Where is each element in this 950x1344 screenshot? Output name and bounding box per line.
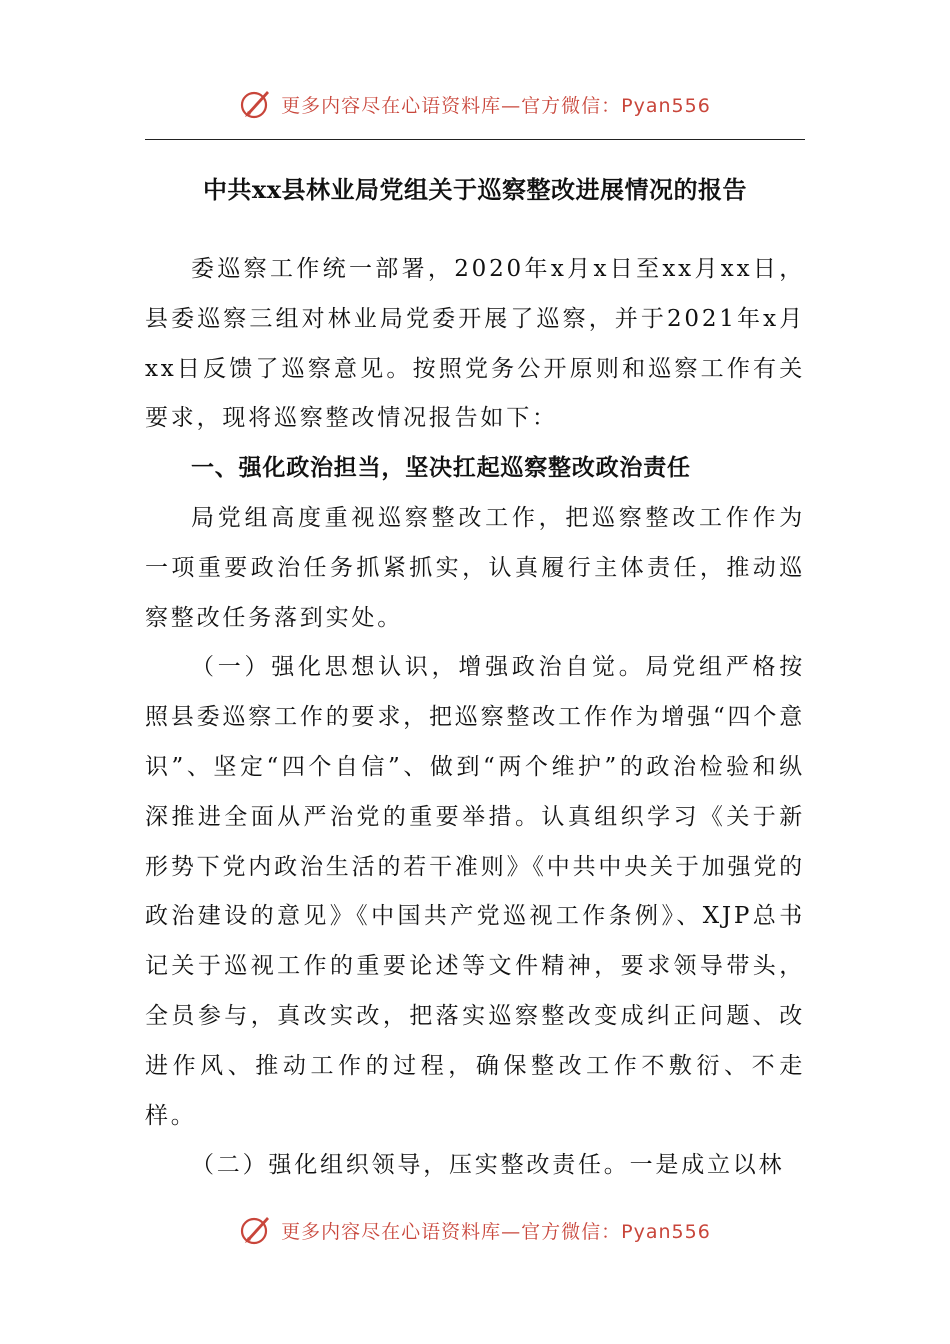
section-heading-1: 一、强化政治担当，坚决扛起巡察整改政治责任: [191, 455, 691, 482]
document-title: 中共xx县林业局党组关于巡察整改进展情况的报告: [202, 175, 748, 204]
footer-banner: [0, 1206, 950, 1254]
header-banner: [0, 80, 950, 128]
header-rule: [145, 139, 805, 140]
banner-text: 更多内容尽在心语资料库—官方微信：Pyan556: [281, 94, 711, 117]
wechat-id: Pyan556: [621, 94, 711, 117]
quill-pen-logo-icon: [239, 87, 273, 121]
footer-banner-text: 更多内容尽在心语资料库—官方微信：Pyan556: [281, 1220, 711, 1243]
footer-wechat-id: Pyan556: [621, 1220, 711, 1243]
document-body: [145, 245, 805, 1191]
quill-pen-logo-icon: [239, 1213, 273, 1247]
section1-paragraph-3: （二）强化组织领导，压实整改责任。一是成立以林: [191, 1152, 785, 1179]
intro-paragraph: 委巡察工作统一部署，2020年x月x日至xx月xx日，县委巡察三组对林业局党委开展了巡察，并于2021年x月xx日反馈了巡察意见。按照党务公开原则和巡察工作有关要求，现将巡察整改情况报告如下：: [145, 256, 805, 432]
section1-paragraph-2: （一）强化思想认识，增强政治自觉。局党组严格按照县委巡察工作的要求，把巡察整改工作作为增强“四个意识”、坚定“四个自信”、做到“两个维护”的政治检验和纵深推进全面从严治党的重要举措。认真组织学习《关于新形势下党内政治生活的若干准则》《中共中央关于加强党的政治建设的意见》《中国共产党巡视工作条例》、XJP总书记关于巡视工作的重要论述等文件精神，要求领导带头，全员参与，真改实改，把落实巡察整改变成纠正问题、改进作风、推动工作的过程，确保整改工作不敷衍、不走样。: [145, 654, 805, 1129]
section1-paragraph-1: 局党组高度重视巡察整改工作，把巡察整改工作作为一项重要政治任务抓紧抓实，认真履行主体责任，推动巡察整改任务落到实处。: [145, 504, 805, 631]
